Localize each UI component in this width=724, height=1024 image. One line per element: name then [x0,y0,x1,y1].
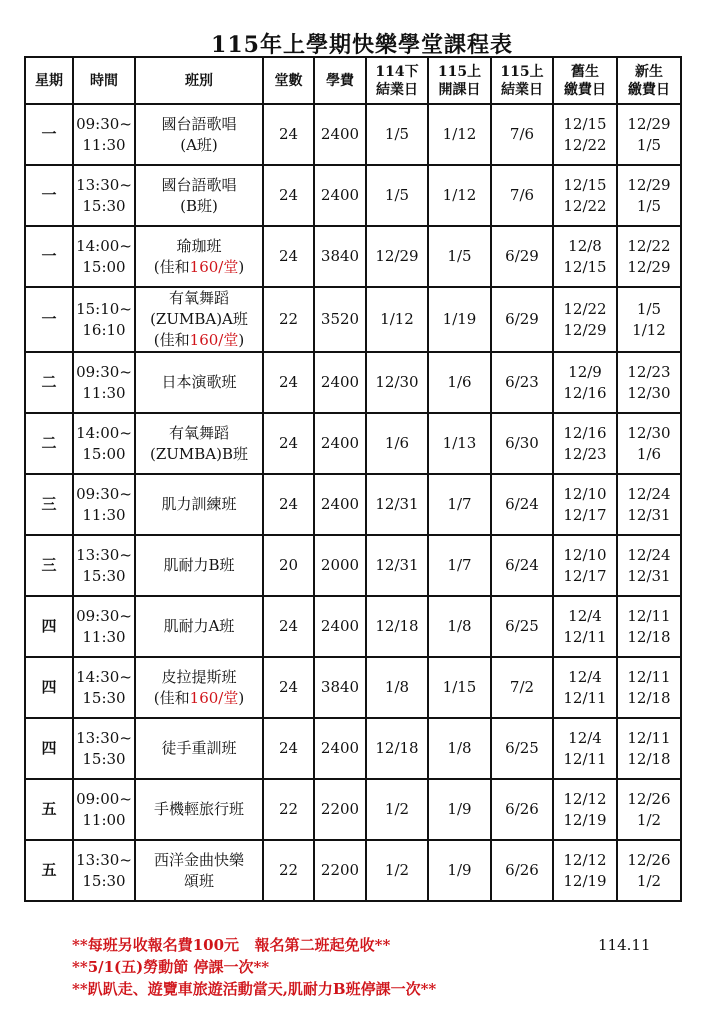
start-date-cell: 1/15 [428,657,491,718]
new-student-pay-cell [617,779,681,840]
class-name-line: 頌班 [183,871,214,890]
fee-cell: 2200 [314,840,366,901]
class-name-line: (A班) [180,135,218,154]
pay-date-line: 12/18 [627,688,671,707]
col-end-header [491,57,553,104]
pay-date-line: 12/16 [563,423,607,442]
class-name-cell [135,287,263,352]
pay-date-line: 12/11 [563,688,607,707]
pay-date-line: 12/22 [563,299,607,318]
price-note-suffix: ) [238,331,245,349]
old-student-pay-cell [553,535,617,596]
fee-cell: 2000 [314,535,366,596]
start-date-cell: 1/9 [428,840,491,901]
table-row [25,287,681,352]
time-cell [73,535,135,596]
weekday-cell: 四 [25,718,73,779]
time-cell [73,226,135,287]
old-student-pay-cell [553,474,617,535]
header-line: 115上 [500,63,544,80]
time-line: 09:30~ [76,606,132,625]
pay-date-line: 12/15 [563,175,607,194]
time-line: 15:30 [82,196,126,215]
time-line: 11:00 [82,810,126,829]
pay-date-line: 12/29 [627,114,671,133]
pay-date-line: 12/8 [568,236,602,255]
weekday-cell: 三 [25,474,73,535]
pay-date-line: 12/4 [568,606,602,625]
time-line: 13:30~ [76,545,132,564]
weekday-cell: 五 [25,779,73,840]
new-student-pay-cell [617,718,681,779]
end-date-cell: 6/25 [491,718,553,779]
col-weekday-header [25,57,73,104]
time-cell [73,352,135,413]
class-name-line: 國台語歌唱 [161,114,237,133]
pay-date-line: 12/4 [568,667,602,686]
end-date-cell: 7/2 [491,657,553,718]
end-date-cell: 6/30 [491,413,553,474]
pay-date-line: 12/9 [568,362,602,381]
prev-end-date-cell: 1/12 [366,287,428,352]
new-student-pay-cell [617,840,681,901]
pay-date-line: 12/23 [627,362,671,381]
class-name-line: 肌力訓練班 [161,495,237,513]
prev-end-date-cell: 1/8 [366,657,428,718]
time-cell [73,104,135,165]
new-student-pay-cell [617,226,681,287]
class-name-line: 肌耐力A班 [163,617,235,635]
new-student-pay-cell [617,165,681,226]
start-date-cell: 1/6 [428,352,491,413]
table-row [25,779,681,840]
pay-date-line: 1/5 [636,299,662,318]
new-student-pay-cell [617,413,681,474]
class-name-cell [135,779,263,840]
pay-date-line: 12/17 [563,505,607,524]
price-per-session: 160/堂 [189,257,239,276]
old-student-pay-cell [553,840,617,901]
pay-date-line: 12/15 [563,257,607,276]
start-date-cell: 1/7 [428,474,491,535]
pay-date-line: 1/2 [636,810,662,829]
pay-date-line: 12/19 [563,871,607,890]
pay-date-line: 12/11 [627,606,671,625]
class-name-line: 瑜珈班 [176,236,222,255]
pay-date-line: 12/23 [563,444,607,463]
col-sessions-header [263,57,314,104]
table-row [25,165,681,226]
end-date-cell: 6/23 [491,352,553,413]
class-name-line: 肌耐力B班 [163,556,235,574]
prev-end-date-cell: 1/2 [366,779,428,840]
time-cell [73,840,135,901]
time-line: 09:30~ [76,114,132,133]
prev-end-date-cell: 1/5 [366,165,428,226]
fee-cell: 3520 [314,287,366,352]
col-start-header [428,57,491,104]
sessions-cell: 24 [263,657,314,718]
price-per-session: 160/堂 [189,331,239,349]
prev-end-date-cell: 12/31 [366,535,428,596]
end-date-cell: 6/24 [491,474,553,535]
pay-date-line: 12/17 [563,566,607,585]
class-name-line: 手機輕旅行班 [153,800,244,818]
table-row [25,413,681,474]
col-old-pay-header [553,57,617,104]
class-name-cell [135,165,263,226]
time-line: 13:30~ [76,175,132,194]
new-student-pay-cell [617,287,681,352]
time-line: 11:30 [82,505,126,524]
pay-date-line: 12/11 [563,627,607,646]
pay-date-line: 12/16 [563,383,607,402]
time-line: 15:30 [82,871,126,890]
sessions-cell: 24 [263,104,314,165]
old-student-pay-cell [553,226,617,287]
time-line: 15:00 [82,444,126,463]
pay-date-line: 12/24 [627,545,671,564]
old-student-pay-cell [553,165,617,226]
time-line: 09:30~ [76,362,132,381]
schedule-body [25,104,681,901]
footer-note: **每班另收報名費100元 報名第二班起免收** [72,936,391,954]
end-date-cell: 7/6 [491,165,553,226]
class-name-line: 有氧舞蹈 [168,423,229,442]
header-line: 星期 [35,72,63,89]
pay-date-line: 1/6 [636,444,662,463]
time-cell [73,779,135,840]
time-line: 14:30~ [76,667,132,686]
class-name-cell [135,104,263,165]
prev-end-date-cell: 12/29 [366,226,428,287]
pay-date-line: 12/29 [627,175,671,194]
table-row [25,352,681,413]
price-note-suffix: ) [238,257,245,276]
table-row [25,840,681,901]
price-note-prefix: (佳和 [153,331,190,349]
pay-date-line: 1/2 [636,871,662,890]
table-row [25,535,681,596]
time-cell [73,596,135,657]
prev-end-date-cell: 12/30 [366,352,428,413]
table-row [25,596,681,657]
class-name-cell [135,413,263,474]
col-class-header [135,57,263,104]
header-line: 結業日 [376,81,418,98]
prev-end-date-cell: 1/2 [366,840,428,901]
class-name-cell [135,657,263,718]
pay-date-line: 12/11 [627,728,671,747]
old-student-pay-cell [553,596,617,657]
class-name-cell [135,474,263,535]
sessions-cell: 24 [263,596,314,657]
old-student-pay-cell [553,287,617,352]
time-cell [73,287,135,352]
header-line: 114下 [375,63,419,80]
class-name-cell [135,352,263,413]
table-row [25,474,681,535]
time-line: 15:00 [82,257,126,276]
fee-cell: 2400 [314,474,366,535]
pay-date-line: 1/12 [632,320,666,339]
weekday-cell: 二 [25,413,73,474]
class-name-line: 徒手重訓班 [161,739,237,757]
fee-cell: 3840 [314,226,366,287]
pay-date-line: 12/15 [563,114,607,133]
new-student-pay-cell [617,657,681,718]
new-student-pay-cell [617,352,681,413]
old-student-pay-cell [553,718,617,779]
col-prev-end-header [366,57,428,104]
pay-date-line: 12/18 [627,749,671,768]
price-note-prefix: (佳和 [153,688,190,707]
time-line: 09:30~ [76,484,132,503]
old-student-pay-cell [553,657,617,718]
prev-end-date-cell: 12/18 [366,718,428,779]
old-student-pay-cell [553,104,617,165]
class-name-line: 日本演歌班 [161,373,237,391]
header-line: 結業日 [501,81,543,98]
pay-date-line: 12/10 [563,484,607,503]
price-note [136,257,262,278]
sessions-cell: 22 [263,840,314,901]
time-line: 14:00~ [76,236,132,255]
time-line: 15:30 [82,749,126,768]
header-line: 新生 [635,63,663,80]
end-date-cell: 6/29 [491,287,553,352]
pay-date-line: 12/19 [563,810,607,829]
table-row [25,657,681,718]
footer-note: **5/1(五)勞動節 停課一次** [72,958,270,976]
header-line: 時間 [90,72,118,89]
start-date-cell: 1/7 [428,535,491,596]
weekday-cell: 一 [25,104,73,165]
pay-date-line: 12/12 [563,850,607,869]
header-line: 開課日 [438,81,481,98]
end-date-cell: 6/25 [491,596,553,657]
fee-cell: 3840 [314,657,366,718]
weekday-cell: 四 [25,596,73,657]
pay-date-line: 1/5 [636,196,662,215]
time-cell [73,413,135,474]
pay-date-line: 12/18 [627,627,671,646]
pay-date-line: 12/30 [627,383,671,402]
pay-date-line: 12/29 [563,320,607,339]
price-note [136,688,262,709]
sessions-cell: 24 [263,413,314,474]
sessions-cell: 24 [263,165,314,226]
start-date-cell: 1/8 [428,718,491,779]
prev-end-date-cell: 12/18 [366,596,428,657]
price-note-prefix: (佳和 [153,257,190,276]
old-student-pay-cell [553,352,617,413]
fee-cell: 2200 [314,779,366,840]
pay-date-line: 12/31 [627,505,671,524]
pay-date-line: 12/26 [627,789,671,808]
new-student-pay-cell [617,596,681,657]
time-line: 11:30 [82,627,126,646]
class-name-cell [135,596,263,657]
sessions-cell: 24 [263,718,314,779]
new-student-pay-cell [617,474,681,535]
start-date-cell: 1/8 [428,596,491,657]
end-date-cell: 6/24 [491,535,553,596]
col-fee-header [314,57,366,104]
end-date-cell: 6/26 [491,840,553,901]
pay-date-line: 12/11 [627,667,671,686]
footer-note: **趴趴走、遊覽車旅遊活動當天,肌耐力B班停課一次** [72,980,437,998]
weekday-cell: 一 [25,226,73,287]
schedule-title: 115年上學期快樂學堂課程表 [211,32,513,58]
col-new-pay-header [617,57,681,104]
class-name-line: (ZUMBA)B班 [149,444,248,463]
header-line: 堂數 [274,72,303,89]
price-note [136,330,262,351]
fee-cell: 2400 [314,596,366,657]
prev-end-date-cell: 1/6 [366,413,428,474]
header-line: 繳費日 [564,81,606,98]
class-name-cell [135,718,263,779]
pay-date-line: 12/22 [563,196,607,215]
start-date-cell: 1/19 [428,287,491,352]
course-schedule-table [24,56,682,902]
time-cell [73,474,135,535]
start-date-cell: 1/5 [428,226,491,287]
sessions-cell: 24 [263,474,314,535]
fee-cell: 2400 [314,718,366,779]
pay-date-line: 12/22 [563,135,607,154]
fee-cell: 2400 [314,413,366,474]
time-line: 15:10~ [76,299,132,318]
pay-date-line: 12/4 [568,728,602,747]
end-date-cell: 7/6 [491,104,553,165]
table-row [25,104,681,165]
class-name-line: (ZUMBA)A班 [150,310,248,328]
price-note-suffix: ) [238,688,245,707]
new-student-pay-cell [617,104,681,165]
pay-date-line: 12/29 [627,257,671,276]
fee-cell: 2400 [314,165,366,226]
sessions-cell: 24 [263,352,314,413]
new-student-pay-cell [617,535,681,596]
time-line: 13:30~ [76,850,132,869]
pay-date-line: 12/22 [627,236,671,255]
time-line: 16:10 [82,320,126,339]
header-line: 115上 [437,63,482,80]
end-date-cell: 6/26 [491,779,553,840]
fee-cell: 2400 [314,104,366,165]
end-date-cell: 6/29 [491,226,553,287]
weekday-cell: 二 [25,352,73,413]
pay-date-line: 12/10 [563,545,607,564]
time-line: 15:30 [82,566,126,585]
fee-cell: 2400 [314,352,366,413]
header-line: 班別 [185,72,213,89]
time-cell [73,657,135,718]
time-line: 13:30~ [76,728,132,747]
sessions-cell: 22 [263,779,314,840]
time-line: 11:30 [82,383,126,402]
class-name-line: (B班) [180,196,218,215]
table-row [25,226,681,287]
time-cell [73,165,135,226]
pay-date-line: 12/26 [627,850,671,869]
start-date-cell: 1/12 [428,165,491,226]
sessions-cell: 24 [263,226,314,287]
weekday-cell: 一 [25,165,73,226]
class-name-line: 西洋金曲快樂 [153,850,244,869]
start-date-cell: 1/12 [428,104,491,165]
weekday-cell: 五 [25,840,73,901]
table-row [25,718,681,779]
pay-date-line: 12/31 [627,566,671,585]
pay-date-line: 12/11 [563,749,607,768]
header-line: 舊生 [571,63,599,80]
class-name-cell [135,535,263,596]
old-student-pay-cell [553,779,617,840]
prev-end-date-cell: 1/5 [366,104,428,165]
weekday-cell: 一 [25,287,73,352]
weekday-cell: 三 [25,535,73,596]
start-date-cell: 1/9 [428,779,491,840]
class-name-cell [135,840,263,901]
time-cell [73,718,135,779]
old-student-pay-cell [553,413,617,474]
class-name-line: 國台語歌唱 [161,175,237,194]
sessions-cell: 22 [263,287,314,352]
price-per-session: 160/堂 [189,688,239,707]
header-row [25,57,681,104]
weekday-cell: 四 [25,657,73,718]
document-date: 114.11 [598,936,651,954]
time-line: 09:00~ [76,789,132,808]
class-name-line: 有氧舞蹈 [168,289,229,307]
pay-date-line: 12/12 [563,789,607,808]
start-date-cell: 1/13 [428,413,491,474]
prev-end-date-cell: 12/31 [366,474,428,535]
time-line: 15:30 [82,688,126,707]
time-line: 11:30 [82,135,126,154]
pay-date-line: 12/24 [627,484,671,503]
pay-date-line: 1/5 [636,135,662,154]
header-line: 學費 [326,72,354,89]
col-time-header [73,57,135,104]
class-name-line: 皮拉提斯班 [161,667,237,686]
time-line: 14:00~ [76,423,132,442]
header-line: 繳費日 [628,81,670,98]
class-name-cell [135,226,263,287]
pay-date-line: 12/30 [627,423,671,442]
sessions-cell: 20 [263,535,314,596]
